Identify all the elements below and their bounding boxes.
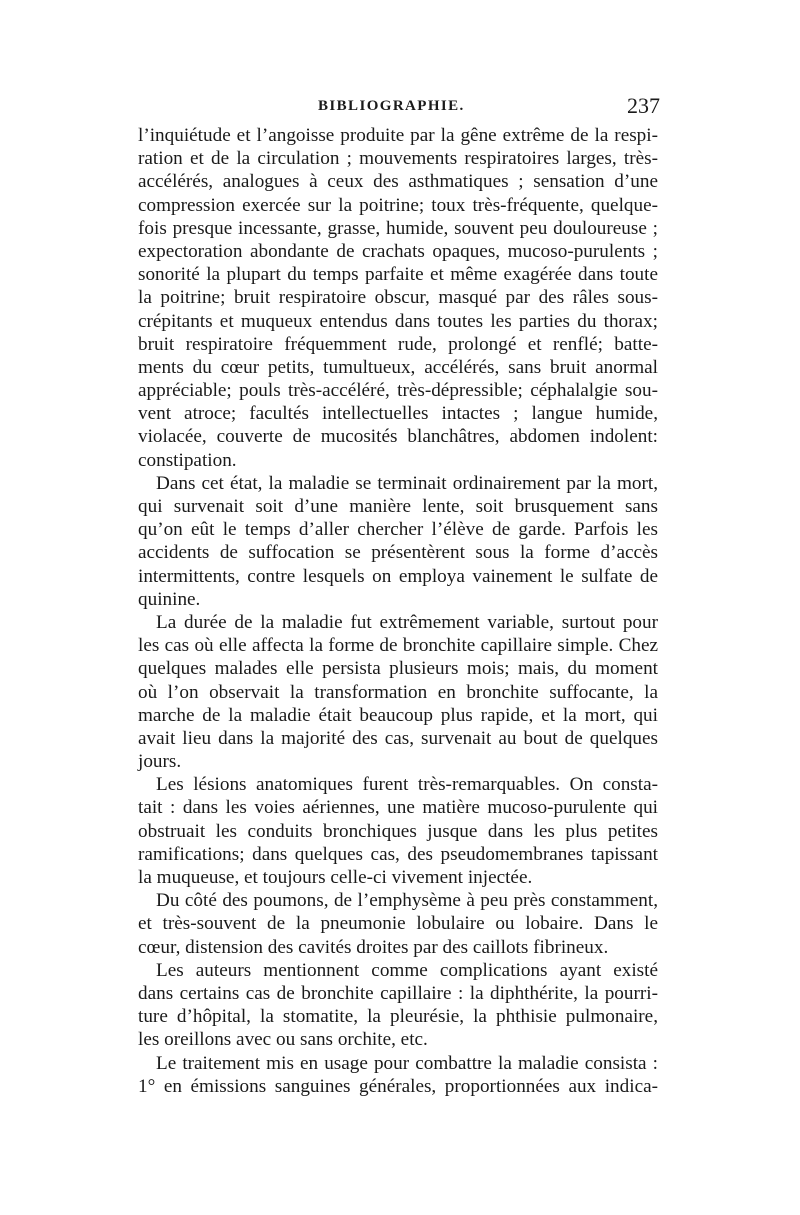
text-line: quinine. bbox=[138, 588, 201, 610]
page-number: 237 bbox=[627, 93, 660, 118]
text-line: compression exercée sur la poitrine; toux très-fréquente, quelque- bbox=[138, 194, 658, 216]
text-line: appréciable; pouls très-accéléré, très-dépressible; céphalalgie sou- bbox=[138, 380, 658, 402]
text-line: marche de la maladie était beaucoup plus rapide, et la mort, qui bbox=[138, 704, 658, 726]
text-line: vent atroce; facultés intellectuelles intactes ; langue humide, bbox=[138, 403, 658, 425]
text-line: crépitants et muqueux entendus dans toutes les parties du thorax; bbox=[138, 310, 658, 332]
text-line: l’inquiétude et l’angoisse produite par la gêne extrême de la respi- bbox=[138, 125, 658, 146]
text-line: constipation. bbox=[138, 449, 237, 471]
text-line: ration et de la circulation ; mouvements respiratoires larges, très- bbox=[138, 148, 658, 170]
text-line: intermittents, contre lesquels on employa vainement le sulfate de bbox=[138, 565, 658, 587]
text-line: ments du cœur petits, tumultueux, accélérés, sans bruit anormal bbox=[138, 356, 658, 378]
text-line: La durée de la maladie fut extrêmement variable, surtout pour bbox=[156, 611, 658, 633]
text-line: cœur, distension des cavités droites par des caillots fibrineux. bbox=[138, 936, 609, 958]
running-title: BIBLIOGRAPHIE. bbox=[318, 98, 465, 114]
text-line: violacée, couverte de mucosités blanchâtres, abdomen indolent: bbox=[138, 426, 658, 448]
text-line: quelques malades elle persista plusieurs mois; mais, du moment bbox=[138, 658, 658, 680]
book-page bbox=[138, 93, 660, 1098]
text-line: fois presque incessante, grasse, humide, souvent peu douloureuse ; bbox=[138, 217, 658, 239]
text-line: jours. bbox=[138, 751, 182, 773]
text-line: obstruait les conduits bronchiques jusque dans les plus petites bbox=[138, 820, 658, 842]
text-line: Les lésions anatomiques furent très-remarquables. On consta- bbox=[156, 774, 658, 796]
text-line: les cas où elle affecta la forme de bronchite capillaire simple. Chez bbox=[138, 635, 658, 657]
text-line: sonorité la plupart du temps parfaite et même exagérée dans toute bbox=[138, 264, 658, 286]
text-line: et très-souvent de la pneumonie lobulaire ou lobaire. Dans le bbox=[138, 913, 658, 935]
text-line: tait : dans les voies aériennes, une matière mucoso-purulente qui bbox=[138, 797, 658, 819]
text-line: ture d’hôpital, la stomatite, la pleurésie, la phthisie pulmonaire, bbox=[138, 1006, 658, 1028]
text-line: qu’on eût le temps d’aller chercher l’élève de garde. Parfois les bbox=[138, 519, 658, 541]
text-line: accidents de suffocation se présentèrent sous la forme d’accès bbox=[138, 542, 658, 564]
text-line: expectoration abondante de crachats opaques, mucoso-purulents ; bbox=[138, 240, 658, 262]
text-line: bruit respiratoire fréquemment rude, prolongé et renflé; batte- bbox=[138, 333, 658, 355]
running-head bbox=[138, 93, 660, 120]
body-text bbox=[138, 124, 658, 1098]
text-line: la poitrine; bruit respiratoire obscur, masqué par des râles sous- bbox=[138, 287, 658, 309]
text-line: Du côté des poumons, de l’emphysème à peu près constamment, bbox=[156, 890, 658, 912]
text-line: accélérés, analogues à ceux des asthmatiques ; sensation d’une bbox=[138, 171, 658, 193]
text-line: qui survenait soit d’une manière lente, soit brusquement sans bbox=[138, 496, 658, 517]
text-line: où l’on observait la transformation en bronchite suffocante, la bbox=[138, 681, 658, 703]
text-line: dans certains cas de bronchite capillaire : la diphthérite, la pourri- bbox=[138, 982, 658, 1004]
text-line: 1° en émissions sanguines générales, proportionnées aux indica- bbox=[138, 1075, 658, 1097]
text-line: la muqueuse, et toujours celle-ci vivement injectée. bbox=[138, 867, 533, 888]
text-line: Le traitement mis en usage pour combattre la maladie consista : bbox=[156, 1052, 658, 1074]
text-line: Dans cet état, la maladie se terminait ordinairement par la mort, bbox=[156, 472, 658, 494]
text-line: les oreillons avec ou sans orchite, etc. bbox=[138, 1029, 428, 1051]
text-line: ramifications; dans quelques cas, des pseudomembranes tapissant bbox=[138, 843, 658, 865]
text-line: Les auteurs mentionnent comme complications ayant existé bbox=[156, 959, 658, 981]
text-line: avait lieu dans la majorité des cas, survenait au bout de quelques bbox=[138, 727, 658, 749]
